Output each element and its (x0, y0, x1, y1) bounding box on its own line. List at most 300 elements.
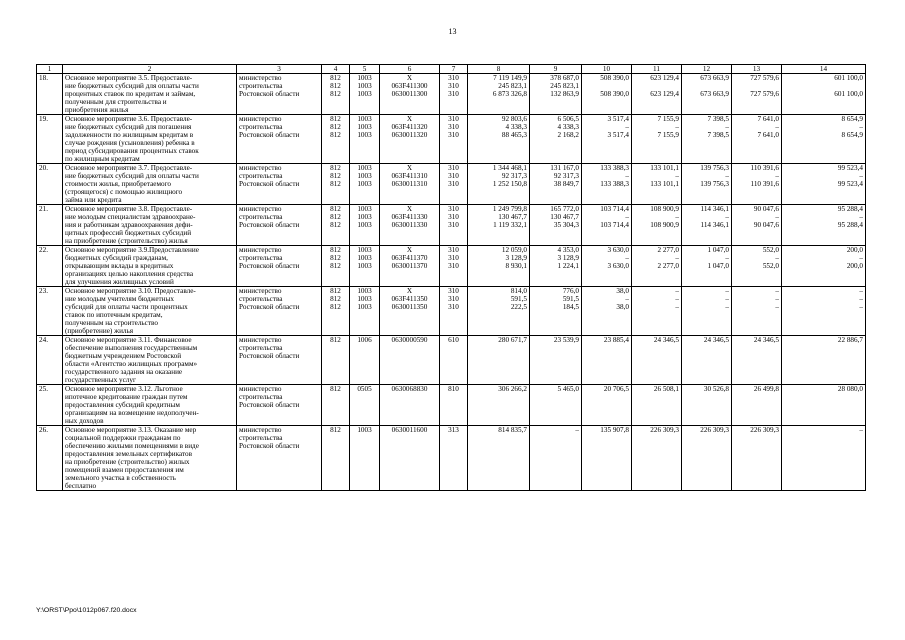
value-cell (350, 336, 380, 385)
value-cell (380, 74, 440, 115)
value-line: – (675, 287, 679, 295)
value-line: 1 249 799,8 (492, 205, 527, 213)
description-line: полученным для строительства и (65, 98, 167, 106)
table-row (37, 287, 866, 336)
value-line: – (859, 213, 863, 221)
value-line: 776,0 (562, 287, 579, 295)
value-cell (530, 205, 582, 246)
row-number: 20. (39, 164, 48, 172)
value-line: 2 168,2 (557, 131, 579, 139)
value-line: 184,5 (562, 303, 579, 311)
value-line (584, 82, 629, 90)
value-line: 063F411310 (391, 172, 428, 180)
value-line: 3 128,9 (557, 254, 579, 262)
table-row (37, 336, 866, 385)
value-line: 226 309,3 (750, 426, 779, 434)
row-number: 25. (39, 385, 48, 393)
description-line: Основное мероприятие 3.5. Предоставле- (65, 74, 193, 82)
value-cell (782, 426, 866, 491)
value-cell (782, 164, 866, 205)
table-row (37, 205, 866, 246)
budget-table (36, 64, 866, 491)
description-line: цитных профессий бюджетных субсидий (65, 229, 192, 237)
value-line: 5 465,0 (557, 385, 579, 393)
value-cell (350, 164, 380, 205)
value-line: 8 654,9 (841, 115, 863, 123)
description-line: случае рождения (усыновления) ребенка в (65, 139, 195, 147)
value-line: 310 (448, 205, 459, 213)
description-line: ние молодым учителям бюджетных (65, 295, 174, 303)
value-line: 8 654,9 (841, 131, 863, 139)
value-line: – (859, 295, 863, 303)
value-line: 601 100,0 (834, 90, 863, 98)
executor-cell (237, 287, 322, 336)
value-cell (380, 336, 440, 385)
value-line: 812 (330, 74, 341, 82)
description-line: открывающим вклады в кредитных (65, 262, 174, 270)
value-cell (440, 164, 468, 205)
value-line: 135 907,8 (600, 426, 629, 434)
value-line: 310 (448, 123, 459, 131)
row-number: 26. (39, 426, 48, 434)
column-number-cell: 4 (322, 65, 350, 74)
value-cell (632, 74, 682, 115)
value-line: 1003 (357, 303, 372, 311)
column-number-cell: 12 (682, 65, 732, 74)
value-line: 131 167,0 (550, 164, 579, 172)
value-line: 814 835,7 (498, 426, 527, 434)
value-line: 3 630,0 (607, 262, 629, 270)
value-line: X (406, 287, 413, 295)
description-line: на приобретение (строительство) жилых (65, 458, 190, 466)
value-cell (530, 164, 582, 205)
value-line: – (725, 172, 729, 180)
description-line: бюджетным учреждением Ростовской (65, 352, 182, 360)
executor-line: Ростовской области (239, 401, 300, 409)
value-line: 1003 (357, 74, 372, 82)
description-line: организациям на возмещение недополучен- (65, 409, 199, 417)
value-line: – (725, 295, 729, 303)
value-line: – (775, 287, 779, 295)
value-line: – (725, 254, 729, 262)
value-line: 310 (448, 246, 459, 254)
executor-line: строительства (239, 172, 283, 180)
value-line: 0630011300 (391, 90, 428, 98)
value-cell (782, 336, 866, 385)
executor-line: Ростовской области (239, 180, 300, 188)
value-cell (732, 164, 782, 205)
value-line: 0630011370 (391, 262, 428, 270)
value-line: – (775, 254, 779, 262)
executor-line: министерство (239, 74, 282, 82)
description-line: ния и работникам здравоохранения дефи- (65, 221, 193, 229)
row-number: 23. (39, 287, 48, 295)
row-number: 21. (39, 205, 48, 213)
description-line: ние бюджетных субсидий для оплаты части (65, 172, 199, 180)
value-line: 4 338,3 (505, 123, 527, 131)
description-line: Основное мероприятие 3.6. Предоставле- (65, 115, 193, 123)
value-line: 814,0 (510, 287, 527, 295)
value-line: 623 129,4 (650, 74, 679, 82)
row-number: 22. (39, 246, 48, 254)
value-line: 200,0 (846, 246, 863, 254)
value-cell (322, 205, 350, 246)
value-line: 3 517,4 (607, 131, 629, 139)
description-line: государственных услуг (65, 376, 136, 384)
value-line: 552,0 (762, 246, 779, 254)
value-line: 30 526,8 (703, 385, 729, 393)
value-cell (582, 385, 632, 426)
value-line: 310 (448, 221, 459, 229)
value-line (734, 82, 779, 90)
value-cell (682, 115, 732, 164)
value-cell (732, 336, 782, 385)
value-line: 310 (448, 287, 459, 295)
value-line: 7 641,0 (757, 115, 779, 123)
value-line: 812 (330, 82, 341, 90)
value-line: 063F411330 (391, 213, 428, 221)
value-cell (350, 426, 380, 491)
value-line: 7 398,5 (707, 115, 729, 123)
value-line: 99 523,4 (837, 180, 863, 188)
column-number-cell: 3 (237, 65, 322, 74)
value-line: 245 823,1 (498, 82, 527, 90)
description-line: приобретения жилья (65, 106, 129, 114)
value-cell (632, 164, 682, 205)
value-line: – (859, 303, 863, 311)
value-line: 1003 (357, 221, 372, 229)
value-line: 310 (448, 131, 459, 139)
value-cell (468, 385, 530, 426)
value-cell (582, 246, 632, 287)
executor-cell (237, 385, 322, 426)
column-number-cell: 10 (582, 65, 632, 74)
value-line: 1003 (357, 205, 372, 213)
value-line: 0630011320 (391, 131, 428, 139)
value-cell (322, 246, 350, 287)
value-line: 4 353,0 (557, 246, 579, 254)
table-row (37, 164, 866, 205)
value-line: 0630011600 (391, 426, 428, 434)
measure-description-cell (63, 205, 237, 246)
value-cell (380, 205, 440, 246)
value-line: 226 309,3 (650, 426, 679, 434)
measure-description-cell (63, 115, 237, 164)
file-path-footer: Y:\ORST\Ppo\1012p067.f20.docx (36, 607, 137, 614)
value-line: 310 (448, 82, 459, 90)
value-line: 22 886,7 (837, 336, 863, 344)
row-number-cell (37, 336, 63, 385)
value-cell (380, 287, 440, 336)
executor-line: Ростовской области (239, 221, 300, 229)
executor-cell (237, 336, 322, 385)
value-cell (350, 246, 380, 287)
description-line: обеспечение выполнения государственным (65, 344, 198, 352)
value-line: 812 (330, 90, 341, 98)
value-cell (468, 426, 530, 491)
column-number-cell: 1 (37, 65, 63, 74)
value-cell (468, 205, 530, 246)
value-cell (350, 385, 380, 426)
value-line: 1003 (357, 82, 372, 90)
value-cell (632, 287, 682, 336)
value-line: 727 579,6 (750, 90, 779, 98)
value-line: – (675, 123, 679, 131)
value-line: 110 391,6 (750, 180, 779, 188)
value-line: – (725, 123, 729, 131)
value-line: 133 388,3 (600, 164, 629, 172)
column-number-cell: 2 (63, 65, 237, 74)
executor-line: Ростовской области (239, 90, 300, 98)
value-line: 673 663,9 (700, 74, 729, 82)
value-line: 103 714,4 (600, 205, 629, 213)
value-line: 12 059,0 (501, 246, 527, 254)
value-line: – (625, 295, 629, 303)
value-line: 812 (330, 164, 341, 172)
executor-line: Ростовской области (239, 262, 300, 270)
measure-description-cell (63, 164, 237, 205)
executor-line: министерство (239, 205, 282, 213)
value-cell (322, 426, 350, 491)
description-line: Основное мероприятие 3.13. Оказание мер (65, 426, 197, 434)
value-line: 310 (448, 115, 459, 123)
value-cell (732, 246, 782, 287)
value-cell (468, 74, 530, 115)
value-line: 26 508,1 (653, 385, 679, 393)
value-cell (322, 115, 350, 164)
value-cell (440, 246, 468, 287)
value-line: 1006 (357, 336, 372, 344)
description-line: ставок по ипотечным кредитам, (65, 311, 163, 319)
value-line: 3 128,9 (505, 254, 527, 262)
column-number-cell: 13 (732, 65, 782, 74)
executor-line: министерство (239, 164, 282, 172)
value-line: 810 (448, 385, 459, 393)
value-cell (632, 426, 682, 491)
value-line: 310 (448, 213, 459, 221)
value-line: 23 539,9 (553, 336, 579, 344)
value-cell (582, 426, 632, 491)
value-cell (582, 205, 632, 246)
value-line: 92 317,3 (553, 172, 579, 180)
value-line: 24 346,5 (753, 336, 779, 344)
value-line: 3 517,4 (607, 115, 629, 123)
value-line: 310 (448, 254, 459, 262)
value-cell (468, 246, 530, 287)
value-cell (350, 287, 380, 336)
value-cell (530, 385, 582, 426)
value-line: 812 (330, 213, 341, 221)
column-number-cell: 8 (468, 65, 530, 74)
value-line: 3 630,0 (607, 246, 629, 254)
value-cell (682, 287, 732, 336)
value-line: 1003 (357, 90, 372, 98)
executor-line: строительства (239, 123, 283, 131)
value-line: 812 (330, 123, 341, 131)
value-cell (682, 205, 732, 246)
value-cell (682, 336, 732, 385)
measure-description-cell (63, 336, 237, 385)
value-line: – (775, 303, 779, 311)
value-line: 1003 (357, 131, 372, 139)
value-line (684, 82, 729, 90)
description-line: ние молодым специалистам здравоохране- (65, 213, 196, 221)
description-line: предоставления земельных сертификатов (65, 450, 193, 458)
value-line: 132 863,9 (550, 90, 579, 98)
value-line: X (406, 246, 413, 254)
value-line: – (859, 287, 863, 295)
value-line: 165 772,0 (550, 205, 579, 213)
value-line: 95 288,4 (837, 205, 863, 213)
value-line: 2 277,0 (657, 246, 679, 254)
value-line: 90 047,6 (753, 205, 779, 213)
executor-line: министерство (239, 287, 282, 295)
value-line: 1003 (357, 246, 372, 254)
value-line: 306 266,2 (498, 385, 527, 393)
value-cell (582, 287, 632, 336)
value-line: 92 803,6 (501, 115, 527, 123)
value-line: 508 390,0 (600, 74, 629, 82)
description-line: ипотечное кредитование граждан путем (65, 393, 188, 401)
value-cell (440, 74, 468, 115)
description-line: организациях целью накопления средства (65, 270, 194, 278)
value-line: 1 047,0 (707, 246, 729, 254)
value-line: – (859, 123, 863, 131)
value-line: 4 338,3 (557, 123, 579, 131)
table-row (37, 74, 866, 115)
value-cell (440, 287, 468, 336)
value-line: X (406, 115, 413, 123)
value-line: 24 346,5 (653, 336, 679, 344)
value-line: 0630068830 (391, 385, 428, 393)
value-line: 200,0 (846, 262, 863, 270)
description-line: Основное мероприятие 3.7. Предоставле- (65, 164, 193, 172)
value-line: – (575, 426, 579, 434)
value-line: 38 849,7 (553, 180, 579, 188)
description-line: государственного задания на оказание (65, 368, 183, 376)
value-cell (732, 385, 782, 426)
value-line: 063F411370 (391, 254, 428, 262)
value-line: 591,5 (510, 295, 527, 303)
value-cell (632, 115, 682, 164)
measure-description-cell (63, 246, 237, 287)
value-line: 0630011330 (391, 221, 428, 229)
value-line: X (406, 164, 413, 172)
value-line: 26 499,8 (753, 385, 779, 393)
value-cell (380, 426, 440, 491)
value-line: 812 (330, 115, 341, 123)
value-line: 610 (448, 336, 459, 344)
row-number: 18. (39, 74, 48, 82)
value-cell (732, 74, 782, 115)
value-cell (468, 287, 530, 336)
value-cell (468, 336, 530, 385)
description-line: ние бюджетных субсидий для погашения (65, 123, 192, 131)
description-line: задолженности по жилищным кредитам в (65, 131, 194, 139)
value-cell (380, 385, 440, 426)
value-line: 114 346,1 (700, 205, 729, 213)
value-line: 601 100,0 (834, 74, 863, 82)
value-cell (380, 164, 440, 205)
value-line: – (775, 172, 779, 180)
value-line: 130 467,7 (498, 213, 527, 221)
value-line: 812 (330, 303, 341, 311)
executor-line: строительства (239, 82, 283, 90)
value-line: 1003 (357, 426, 372, 434)
value-cell (322, 385, 350, 426)
executor-line: Ростовской области (239, 303, 300, 311)
value-cell (350, 205, 380, 246)
value-line: 812 (330, 287, 341, 295)
value-line: 812 (330, 385, 341, 393)
value-line: 8 930,1 (505, 262, 527, 270)
value-line: 226 309,3 (700, 426, 729, 434)
executor-line: министерство (239, 115, 282, 123)
value-line: 1 224,1 (557, 262, 579, 270)
value-cell (350, 115, 380, 164)
value-cell (582, 164, 632, 205)
description-line: помещений взамен предоставления им (65, 466, 184, 474)
executor-cell (237, 164, 322, 205)
table-row (37, 426, 866, 491)
value-cell (322, 287, 350, 336)
executor-line: строительства (239, 393, 283, 401)
value-line: 7 119 149,9 (493, 74, 527, 82)
description-line: бесплатно (65, 482, 97, 490)
column-number-cell: 7 (440, 65, 468, 74)
value-line: 812 (330, 295, 341, 303)
value-line: 1003 (357, 295, 372, 303)
value-line: 310 (448, 90, 459, 98)
row-number-cell (37, 287, 63, 336)
description-line: бюджетных субсидий гражданам, (65, 254, 168, 262)
value-cell (682, 74, 732, 115)
row-number: 24. (39, 336, 48, 344)
value-cell (782, 74, 866, 115)
value-line: 1003 (357, 262, 372, 270)
value-line: 245 823,1 (550, 82, 579, 90)
value-line: 1003 (357, 213, 372, 221)
value-line: 108 900,9 (650, 205, 679, 213)
value-line: – (675, 213, 679, 221)
value-line: 108 900,9 (650, 221, 679, 229)
value-line: 103 714,4 (600, 221, 629, 229)
measure-description-cell (63, 426, 237, 491)
value-line: – (675, 295, 679, 303)
column-number-cell: 11 (632, 65, 682, 74)
value-line: 7 398,5 (707, 131, 729, 139)
executor-line: строительства (239, 434, 283, 442)
page-number: 13 (448, 27, 457, 36)
value-cell (632, 246, 682, 287)
value-line: – (725, 287, 729, 295)
value-line: 20 706,5 (603, 385, 629, 393)
value-cell (632, 336, 682, 385)
value-line: 310 (448, 262, 459, 270)
description-line: области «Агентство жилищных программ» (65, 360, 198, 368)
value-line: 0630000590 (391, 336, 428, 344)
description-line: Основное мероприятие 3.10. Предоставле- (65, 287, 196, 295)
value-line: 310 (448, 180, 459, 188)
column-number-cell: 5 (350, 65, 380, 74)
value-cell (782, 287, 866, 336)
value-line: 310 (448, 295, 459, 303)
value-line: 280 671,7 (498, 336, 527, 344)
value-line: 2 277,0 (657, 262, 679, 270)
value-line: 1 119 332,1 (493, 221, 527, 229)
value-line: 6 506,5 (557, 115, 579, 123)
value-line: 1003 (357, 180, 372, 188)
